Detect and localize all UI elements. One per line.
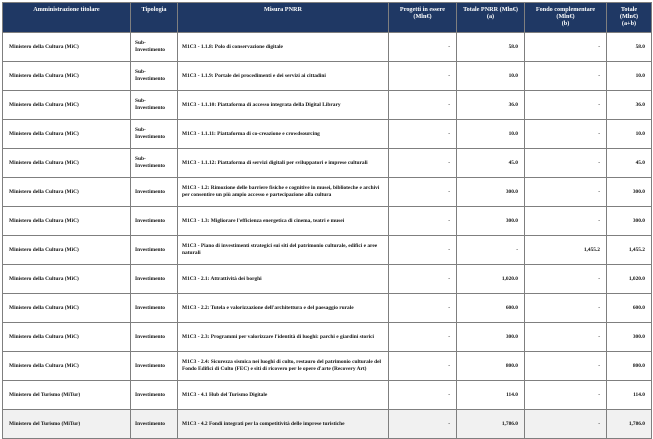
cell-tipologia: Investimento — [131, 352, 178, 381]
cell-tipologia: Investimento — [131, 178, 178, 207]
cell-tipologia: Investimento — [131, 381, 178, 410]
cell-fondo: - — [525, 149, 607, 178]
cell-totale: 58.0 — [607, 33, 652, 62]
cell-misura: M1C3 - Piano di investimenti strategici sui siti del patrimonio culturale, edifici e aree naturali — [178, 236, 389, 265]
cell-totale: 1,020.0 — [607, 265, 652, 294]
cell-misura: M1C3 - 4.1 Hub del Turismo Digitale — [178, 381, 389, 410]
cell-fondo: - — [525, 178, 607, 207]
cell-fondo: - — [525, 381, 607, 410]
cell-totale: 300.0 — [607, 323, 652, 352]
table-row — [3, 207, 652, 236]
cell-amministrazione: Ministero del Turismo (MiTur) — [3, 381, 131, 410]
cell-totale-pnrr: 300.0 — [457, 207, 525, 236]
table-row — [3, 265, 652, 294]
cell-progetti: - — [389, 294, 457, 323]
table-header-row — [3, 3, 652, 33]
cell-misura: M1C3 - 2.1: Attrattività dei borghi — [178, 265, 389, 294]
cell-totale-pnrr: 300.0 — [457, 323, 525, 352]
cell-totale-pnrr: 114.0 — [457, 381, 525, 410]
cell-totale-pnrr: 10.0 — [457, 120, 525, 149]
cell-tipologia: Investimento — [131, 207, 178, 236]
cell-totale: 1,786.0 — [607, 410, 652, 439]
header-totale-pnrr: Totale PNRR (Mln€) (a) — [457, 3, 525, 33]
cell-fondo: - — [525, 120, 607, 149]
table-row — [3, 91, 652, 120]
header-tipologia: Tipologia — [131, 3, 178, 33]
table-row — [3, 120, 652, 149]
cell-tipologia: Investimento — [131, 323, 178, 352]
cell-totale: 114.0 — [607, 381, 652, 410]
cell-totale: 36.0 — [607, 91, 652, 120]
cell-amministrazione: Ministero della Cultura (MiC) — [3, 265, 131, 294]
cell-misura: M1C3 - 2.3: Programmi per valorizzare l'identità di luoghi: parchi e giardini storici — [178, 323, 389, 352]
cell-misura: M1C3 - 1.1.9: Portale dei procedimenti e dei servizi ai cittadini — [178, 62, 389, 91]
cell-amministrazione: Ministero della Cultura (MiC) — [3, 294, 131, 323]
cell-progetti: - — [389, 236, 457, 265]
table-row — [3, 62, 652, 91]
header-fondo: Fondo complementare (Mln€) (b) — [525, 3, 607, 33]
cell-totale: 600.0 — [607, 294, 652, 323]
cell-progetti: - — [389, 178, 457, 207]
header-amministrazione: Amministrazione titolare — [3, 3, 131, 33]
cell-progetti: - — [389, 120, 457, 149]
cell-amministrazione: Ministero della Cultura (MiC) — [3, 236, 131, 265]
cell-misura: M1C3 - 2.2: Tutela e valorizzazione dell'architettura e del paesaggio rurale — [178, 294, 389, 323]
cell-misura: M1C3 - 4.2 Fondi integrati per la competitività delle imprese turistiche — [178, 410, 389, 439]
table-row — [3, 236, 652, 265]
cell-totale-pnrr: 45.0 — [457, 149, 525, 178]
table-row — [3, 410, 652, 439]
cell-progetti: - — [389, 149, 457, 178]
cell-misura: M1C3 - 2.4: Sicurezza sismica nei luoghi di culto, restauro del patrimonio culturale del Fondo Edifici di Culto (FEC) e siti di ricovero per le opere d'arte (Recovery Art) — [178, 352, 389, 381]
cell-progetti: - — [389, 33, 457, 62]
cell-progetti: - — [389, 352, 457, 381]
cell-amministrazione: Ministero della Cultura (MiC) — [3, 352, 131, 381]
table-row — [3, 149, 652, 178]
cell-progetti: - — [389, 265, 457, 294]
cell-amministrazione: Ministero della Cultura (MiC) — [3, 33, 131, 62]
cell-fondo: 1,455.2 — [525, 236, 607, 265]
cell-amministrazione: Ministero della Cultura (MiC) — [3, 120, 131, 149]
cell-tipologia: Investimento — [131, 294, 178, 323]
table-row — [3, 323, 652, 352]
table-row — [3, 33, 652, 62]
cell-amministrazione: Ministero della Cultura (MiC) — [3, 207, 131, 236]
cell-misura: M1C3 - 1.1.12: Piattaforma di servizi digitali per sviluppatori e imprese culturali — [178, 149, 389, 178]
cell-tipologia: Sub-Investimento — [131, 62, 178, 91]
cell-misura: M1C3 - 1.2: Rimozione delle barriere fisiche e cognitive in musei, biblioteche e archivi per consentire un più ampio accesso e partecipazione alla cultura — [178, 178, 389, 207]
measures-table-container — [2, 2, 651, 439]
cell-misura: M1C3 - 1.3: Migliorare l'efficienza energetica di cinema, teatri e musei — [178, 207, 389, 236]
cell-fondo: - — [525, 323, 607, 352]
cell-tipologia: Investimento — [131, 265, 178, 294]
header-progetti: Progetti in essere (Mln€) — [389, 3, 457, 33]
cell-totale: 1,455.2 — [607, 236, 652, 265]
cell-totale: 300.0 — [607, 207, 652, 236]
cell-totale-pnrr: 1,020.0 — [457, 265, 525, 294]
cell-totale-pnrr: 600.0 — [457, 294, 525, 323]
cell-progetti: - — [389, 207, 457, 236]
cell-totale-pnrr: 36.0 — [457, 91, 525, 120]
cell-totale: 300.0 — [607, 178, 652, 207]
cell-fondo: - — [525, 294, 607, 323]
cell-amministrazione: Ministero della Cultura (MiC) — [3, 178, 131, 207]
cell-amministrazione: Ministero della Cultura (MiC) — [3, 149, 131, 178]
cell-totale: 800.0 — [607, 352, 652, 381]
cell-totale-pnrr: 1,786.0 — [457, 410, 525, 439]
cell-misura: M1C3 - 1.1.10: Piattaforma di accesso integrata della Digital Library — [178, 91, 389, 120]
table-row — [3, 294, 652, 323]
cell-amministrazione: Ministero della Cultura (MiC) — [3, 62, 131, 91]
cell-progetti: - — [389, 62, 457, 91]
table-row — [3, 178, 652, 207]
cell-tipologia: Sub-Investimento — [131, 91, 178, 120]
cell-progetti: - — [389, 91, 457, 120]
cell-totale-pnrr: - — [457, 236, 525, 265]
cell-amministrazione: Ministero della Cultura (MiC) — [3, 91, 131, 120]
cell-amministrazione: Ministero del Turismo (MiTur) — [3, 410, 131, 439]
cell-progetti: - — [389, 381, 457, 410]
cell-totale-pnrr: 10.0 — [457, 62, 525, 91]
cell-misura: M1C3 - 1.1.8: Polo di conservazione digitale — [178, 33, 389, 62]
cell-tipologia: Sub-Investimento — [131, 33, 178, 62]
cell-misura: M1C3 - 1.1.11: Piattaforma di co-creazione e crowdsourcing — [178, 120, 389, 149]
cell-fondo: - — [525, 91, 607, 120]
cell-fondo: - — [525, 33, 607, 62]
cell-totale-pnrr: 58.0 — [457, 33, 525, 62]
cell-tipologia: Sub-Investimento — [131, 149, 178, 178]
cell-tipologia: Investimento — [131, 410, 178, 439]
cell-tipologia: Sub-Investimento — [131, 120, 178, 149]
cell-fondo: - — [525, 62, 607, 91]
cell-fondo: - — [525, 352, 607, 381]
cell-progetti: - — [389, 323, 457, 352]
cell-totale-pnrr: 300.0 — [457, 178, 525, 207]
cell-totale-pnrr: 800.0 — [457, 352, 525, 381]
table-row — [3, 352, 652, 381]
cell-amministrazione: Ministero della Cultura (MiC) — [3, 323, 131, 352]
cell-progetti: - — [389, 410, 457, 439]
cell-totale: 10.0 — [607, 62, 652, 91]
cell-tipologia: Investimento — [131, 236, 178, 265]
table-row — [3, 381, 652, 410]
cell-fondo: - — [525, 410, 607, 439]
cell-fondo: - — [525, 207, 607, 236]
header-misura: Misura PNRR — [178, 3, 389, 33]
cell-fondo: - — [525, 265, 607, 294]
header-totale: Totale (Mln€) (a+b) — [607, 3, 652, 33]
pnrr-measures-table — [2, 2, 652, 439]
cell-totale: 45.0 — [607, 149, 652, 178]
cell-totale: 10.0 — [607, 120, 652, 149]
